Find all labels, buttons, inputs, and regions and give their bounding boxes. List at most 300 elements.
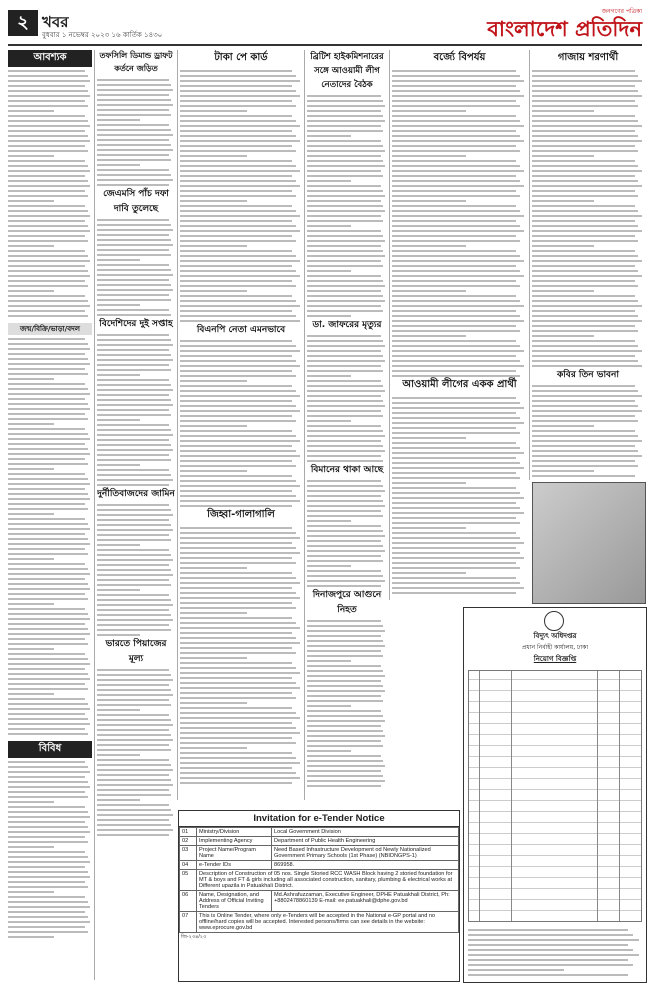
text-line (392, 557, 524, 559)
text-line (532, 190, 635, 192)
text-line (8, 523, 88, 525)
text-line (392, 80, 524, 82)
text-line (180, 155, 247, 157)
text-line (8, 448, 88, 450)
text-line (8, 508, 88, 510)
text-line (8, 563, 85, 565)
text-line (8, 533, 85, 535)
text-line (8, 315, 88, 317)
text-line (97, 344, 173, 346)
text-line (307, 130, 383, 132)
text-line (307, 270, 351, 272)
text-line (468, 949, 633, 951)
text-line (8, 796, 88, 798)
text-line (8, 368, 85, 370)
text-line (180, 90, 296, 92)
text-line (97, 559, 173, 561)
text-line (392, 412, 516, 414)
text-line (97, 309, 169, 311)
text-line (97, 239, 171, 241)
text-line (97, 714, 169, 716)
text-line (8, 483, 90, 485)
text-line (97, 694, 173, 696)
text-line (307, 705, 351, 707)
text-line (8, 698, 85, 700)
text-line (532, 445, 635, 447)
text-line (180, 767, 292, 769)
text-line (180, 470, 247, 472)
text-line (8, 438, 90, 440)
text-line (8, 468, 54, 470)
text-line (307, 445, 383, 447)
text-line (8, 593, 85, 595)
text-line (97, 359, 173, 361)
text-line (180, 225, 296, 227)
text-line (97, 629, 171, 631)
text-line (8, 608, 85, 610)
text-line (97, 294, 169, 296)
text-line (97, 809, 171, 811)
text-line (392, 170, 524, 172)
text-line (8, 155, 54, 157)
text-line (307, 205, 383, 207)
etender-row-number: 06 (180, 891, 197, 912)
text-line (532, 265, 635, 267)
text-line (97, 609, 169, 611)
text-line (532, 245, 594, 247)
recruitment-advertisement (463, 607, 647, 983)
text-line (180, 280, 292, 282)
text-line (307, 740, 381, 742)
text-line (532, 70, 635, 72)
text-line (392, 180, 520, 182)
text-line (97, 804, 169, 806)
text-line (307, 140, 381, 142)
text-line (8, 826, 88, 828)
text-line (180, 380, 247, 382)
etender-row-label: Description of Construction of 05 nos. Single Storied RCC WASH Block having 2 storied foundation for MT & boys and FT & girls including all associated construction, sanitary, plumbing & electrical works at Different upazila in Patuakhali District. (197, 870, 459, 891)
text-line (8, 220, 85, 222)
text-line (8, 443, 85, 445)
text-line (392, 437, 466, 439)
text-line (97, 389, 173, 391)
text-line (532, 465, 638, 467)
text-line (307, 725, 381, 727)
text-line (97, 574, 173, 576)
text-line (307, 190, 383, 192)
text-line (180, 100, 292, 102)
text-line (180, 747, 247, 749)
text-line (307, 540, 381, 542)
text-line (97, 719, 171, 721)
text-line (8, 478, 88, 480)
text-line (307, 785, 381, 787)
etender-row-value: Md.Ashrafuzzaman, Executive Engineer, DPHE Patuakhali District, Ph: +8802478860139 E-mail: ee.patuakhali@dphe.gov.bd (272, 891, 459, 912)
text-line (532, 195, 638, 197)
text-line (180, 617, 292, 619)
etender-row-label: e-Tender IDs (197, 861, 272, 870)
text-line (180, 210, 296, 212)
text-line (97, 814, 173, 816)
text-line (8, 936, 54, 938)
text-line (307, 520, 351, 522)
text-line (180, 425, 247, 427)
text-line (392, 280, 516, 282)
text-line (8, 583, 88, 585)
text-line (392, 397, 516, 399)
text-line (97, 149, 173, 151)
text-line (180, 712, 296, 714)
text-line (180, 375, 296, 377)
text-line (180, 70, 292, 72)
text-line (8, 255, 88, 257)
text-line (468, 964, 633, 966)
text-line (532, 350, 642, 352)
etender-row-number: 01 (180, 828, 197, 837)
text-line (97, 369, 171, 371)
text-line (180, 230, 300, 232)
text-line (307, 655, 383, 657)
text-line (8, 703, 88, 705)
headline-col4-a: ডা. জাফরের মৃত্যুর (312, 320, 382, 330)
text-line (97, 279, 169, 281)
text-line (8, 886, 88, 888)
text-line (307, 450, 385, 452)
text-line (307, 780, 385, 782)
text-line (8, 338, 85, 340)
page-name: খবর (42, 13, 69, 31)
text-line (532, 105, 638, 107)
text-line (307, 670, 383, 672)
text-line (180, 150, 296, 152)
text-line (307, 115, 383, 117)
text-line (8, 215, 90, 217)
text-line (97, 779, 171, 781)
text-line (97, 169, 169, 171)
text-line (392, 447, 520, 449)
text-line (8, 305, 90, 307)
text-line (532, 420, 638, 422)
text-line (532, 385, 635, 387)
text-line (97, 449, 173, 451)
etender-row-label: Project Name/Program Name (197, 846, 272, 861)
text-line (8, 911, 85, 913)
text-line (8, 75, 88, 77)
text-line (97, 824, 171, 826)
text-line (180, 180, 296, 182)
text-line (307, 435, 385, 437)
text-line (180, 562, 296, 564)
text-line (392, 325, 516, 327)
text-line (180, 215, 300, 217)
text-line (180, 692, 292, 694)
text-line (392, 442, 516, 444)
text-line (307, 335, 381, 337)
text-line (307, 275, 381, 277)
text-line (97, 339, 171, 341)
text-line (392, 427, 516, 429)
text-line (180, 677, 292, 679)
text-line (8, 210, 88, 212)
text-line (97, 789, 169, 791)
text-line (180, 265, 292, 267)
etender-row (180, 828, 459, 837)
text-line (8, 300, 88, 302)
news-column-4 (307, 50, 387, 805)
classified-heading-property: জন্ম/বিক্রি/ভাড়া/বদল (8, 323, 92, 335)
text-line (8, 180, 88, 182)
text-line (392, 330, 520, 332)
headline-col6-a: কবির তিন ভাবনা (556, 370, 620, 380)
text-line (307, 560, 383, 562)
text-line (307, 185, 381, 187)
text-line (180, 315, 296, 317)
text-line (532, 270, 638, 272)
text-line (8, 836, 85, 838)
text-line (307, 225, 351, 227)
news-column-5 (392, 50, 527, 600)
headline-col2-d: ভারতে পিয়াজের মূল্য (105, 639, 167, 664)
text-line (392, 365, 524, 367)
text-line (307, 440, 381, 442)
text-line (532, 300, 638, 302)
text-line (97, 764, 171, 766)
text-line (97, 549, 169, 551)
text-line (532, 325, 635, 327)
text-line (392, 477, 520, 479)
text-line (97, 174, 171, 176)
text-line (8, 876, 90, 878)
text-line (392, 502, 516, 504)
text-line (307, 385, 383, 387)
text-line (392, 452, 524, 454)
etender-row-number: 05 (180, 870, 197, 891)
text-line (392, 305, 524, 307)
text-line (97, 224, 171, 226)
text-line (307, 370, 383, 372)
text-line (8, 801, 54, 803)
text-line (392, 532, 516, 534)
text-line (180, 235, 292, 237)
text-line (392, 125, 524, 127)
text-line (180, 592, 296, 594)
text-line (180, 245, 247, 247)
text-line (8, 285, 88, 287)
text-line (307, 245, 381, 247)
text-line (180, 667, 296, 669)
classifieds-column (8, 50, 92, 975)
text-line (8, 786, 90, 788)
text-line (180, 145, 292, 147)
headline-col4-top: ব্রিটিশ হাইকমিশনারের সঙ্গে আওয়ামী লীগ নেতাদের বৈঠক (310, 52, 384, 90)
text-line (180, 260, 300, 262)
text-line (180, 110, 247, 112)
text-line (307, 525, 381, 527)
text-line (180, 465, 296, 467)
text-line (532, 305, 642, 307)
text-line (307, 455, 381, 457)
text-line (180, 205, 292, 207)
text-line (97, 304, 140, 306)
text-line (532, 335, 594, 337)
text-line (8, 165, 88, 167)
text-line (8, 548, 85, 550)
text-line (8, 866, 85, 868)
text-line (307, 710, 381, 712)
text-line (8, 708, 90, 710)
text-line (180, 567, 247, 569)
text-line (8, 578, 85, 580)
text-line (532, 440, 642, 442)
text-line (8, 558, 54, 560)
text-line (180, 190, 292, 192)
text-line (392, 335, 466, 337)
text-line (8, 791, 85, 793)
text-line (97, 434, 173, 436)
text-line (180, 345, 296, 347)
text-line (180, 270, 296, 272)
text-line (180, 707, 292, 709)
text-line (392, 140, 524, 142)
headline-col2-c: দুর্নীতিবাজদের জামিন (97, 489, 175, 499)
text-line (532, 95, 642, 97)
text-line (180, 597, 300, 599)
text-line (97, 179, 173, 181)
text-line (180, 772, 296, 774)
text-line (532, 200, 594, 202)
text-line (8, 120, 88, 122)
text-line (8, 543, 90, 545)
text-line (8, 921, 90, 923)
text-line (8, 653, 85, 655)
text-line (468, 944, 628, 946)
text-line (180, 370, 292, 372)
text-line (8, 115, 85, 117)
text-line (97, 159, 171, 161)
text-line (8, 553, 88, 555)
text-line (8, 776, 85, 778)
etender-row (180, 837, 459, 846)
text-line (307, 340, 383, 342)
text-line (8, 901, 88, 903)
text-line (97, 689, 171, 691)
text-line (307, 160, 383, 162)
text-line (97, 94, 169, 96)
text-line (532, 160, 635, 162)
text-line (392, 225, 520, 227)
text-line (8, 388, 88, 390)
text-line (180, 305, 300, 307)
text-line (532, 80, 642, 82)
text-line (8, 771, 90, 773)
text-line (532, 470, 594, 472)
text-line (180, 475, 292, 477)
text-line (8, 668, 85, 670)
text-line (180, 727, 296, 729)
text-line (392, 567, 520, 569)
text-line (97, 219, 169, 221)
text-line (307, 715, 383, 717)
text-line (180, 647, 292, 649)
text-line (97, 84, 171, 86)
etender-row (180, 891, 459, 912)
text-line (392, 285, 520, 287)
news-column-2 (97, 50, 175, 975)
text-line (8, 250, 85, 252)
text-line (532, 150, 638, 152)
text-line (392, 240, 520, 242)
text-line (307, 485, 383, 487)
text-line (97, 79, 169, 81)
text-line (8, 588, 90, 590)
text-line (532, 295, 635, 297)
text-line (8, 125, 90, 127)
text-line (97, 394, 169, 396)
text-line (307, 395, 381, 397)
text-line (180, 300, 296, 302)
text-line (392, 360, 520, 362)
text-line (8, 245, 54, 247)
text-line (532, 310, 635, 312)
text-line (392, 290, 466, 292)
text-line (392, 562, 516, 564)
text-line (392, 320, 524, 322)
text-line (97, 384, 171, 386)
text-line (8, 418, 88, 420)
text-line (532, 290, 594, 292)
text-line (392, 432, 520, 434)
text-line (307, 125, 381, 127)
text-line (180, 220, 292, 222)
text-line (532, 75, 638, 77)
text-line (392, 572, 466, 574)
text-line (392, 577, 516, 579)
text-line (532, 165, 638, 167)
text-line (307, 390, 385, 392)
text-line (532, 455, 642, 457)
text-line (8, 260, 90, 262)
text-line (392, 497, 524, 499)
text-line (307, 565, 351, 567)
text-line (180, 350, 300, 352)
text-line (532, 225, 638, 227)
text-line (97, 454, 169, 456)
text-line (307, 625, 383, 627)
text-line (392, 417, 520, 419)
text-line (180, 577, 296, 579)
text-line (180, 490, 292, 492)
text-line (180, 500, 300, 502)
text-line (532, 340, 635, 342)
government-seal-icon (544, 611, 564, 631)
text-line (180, 115, 292, 117)
text-line (307, 415, 383, 417)
text-line (307, 355, 383, 357)
text-line (180, 175, 292, 177)
text-line (97, 129, 171, 131)
text-line (180, 672, 300, 674)
text-line (8, 713, 85, 715)
text-line (97, 109, 169, 111)
text-line (392, 120, 520, 122)
text-line (532, 345, 638, 347)
text-line (307, 350, 381, 352)
text-line (468, 929, 628, 931)
text-line (180, 657, 247, 659)
text-line (8, 568, 88, 570)
text-line (8, 613, 88, 615)
text-line (307, 375, 351, 377)
